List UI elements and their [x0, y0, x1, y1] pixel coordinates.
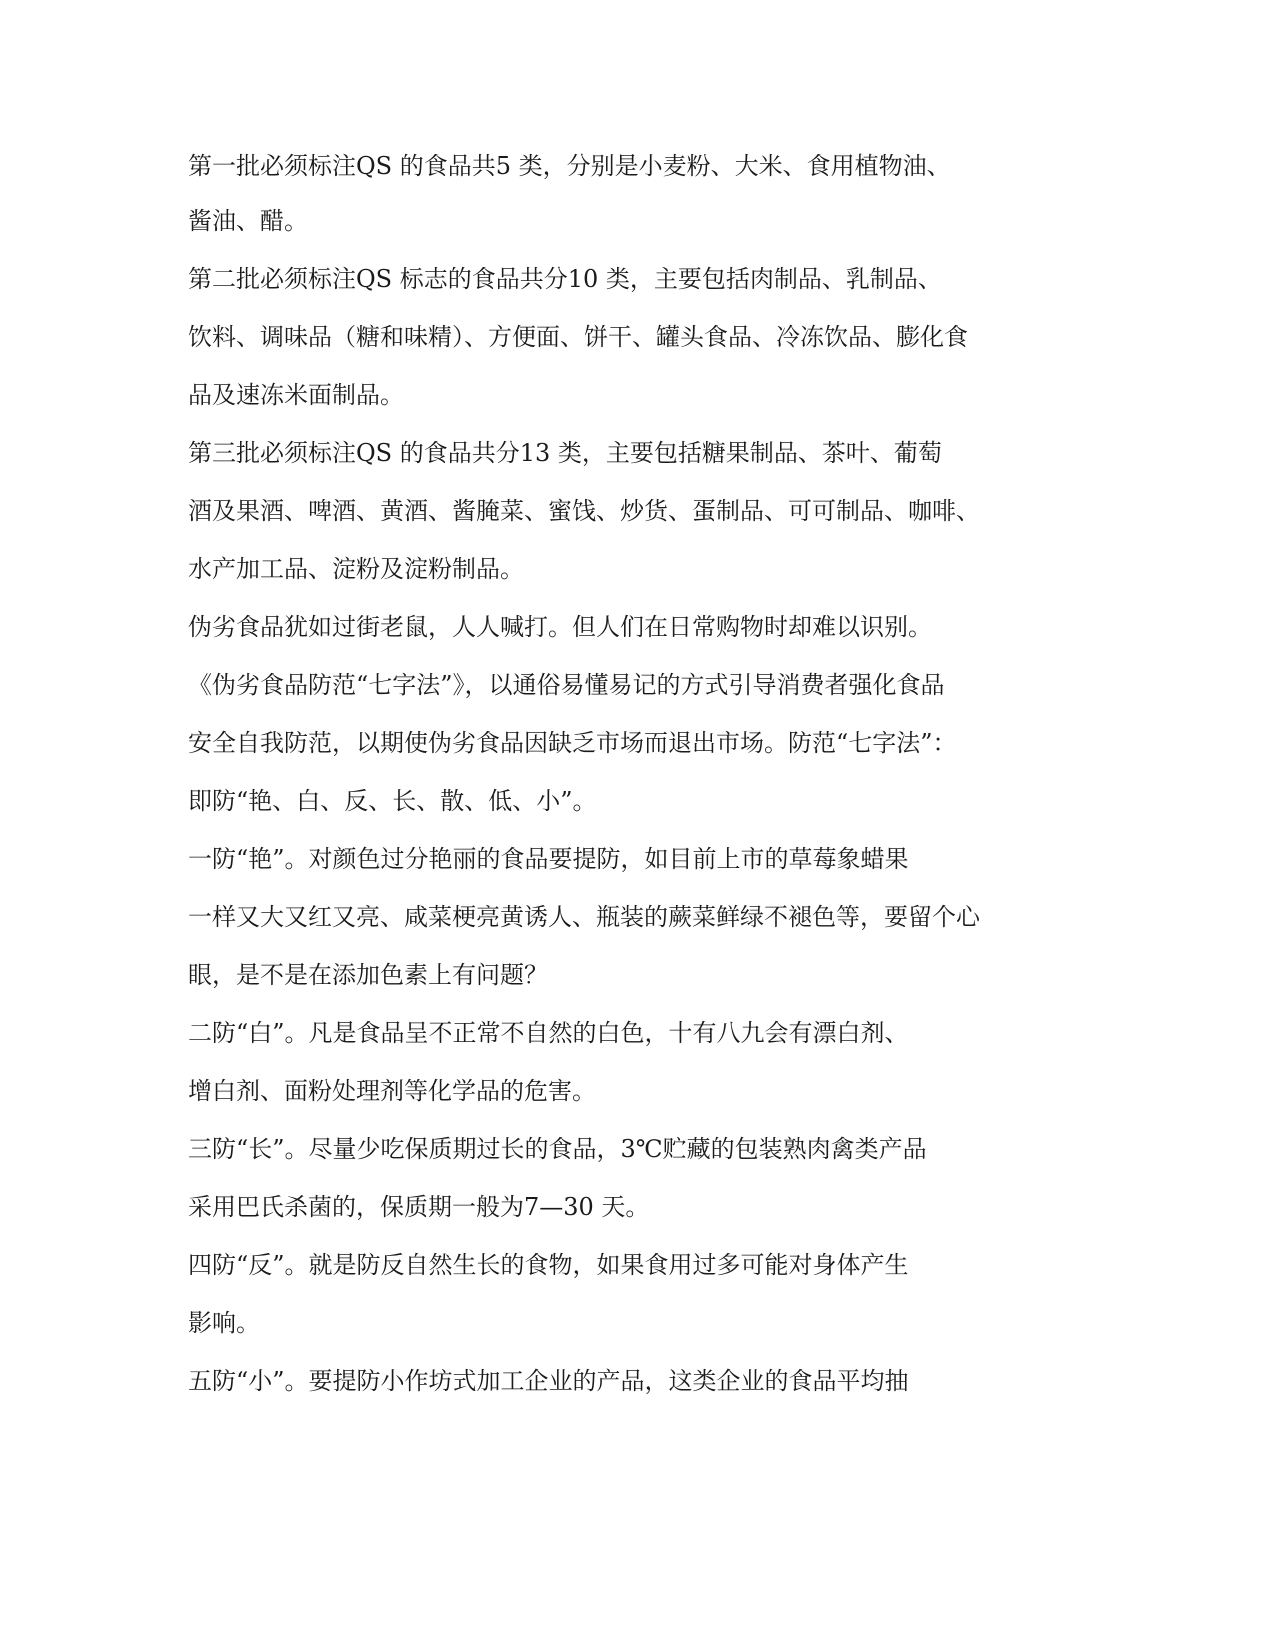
text-line: 一样又大又红又亮、咸菜梗亮黄诱人、瓶装的蕨菜鲜绿不褪色等，要留个心 [188, 903, 980, 931]
text-line: 品及速冻米面制品。 [188, 381, 404, 409]
text-line: 二防“白”。凡是食品呈不正常不自然的白色，十有八九会有漂白剂、 [188, 1019, 909, 1047]
text-line: 四防“反”。就是防反自然生长的食物，如果食用过多可能对身体产生 [188, 1251, 909, 1279]
text-line: 采用巴氏杀菌的，保质期一般为7—30 天。 [188, 1193, 650, 1221]
text-line: 三防“长”。尽量少吃保质期过长的食品，3℃贮藏的包装熟肉禽类产品 [188, 1135, 927, 1163]
text-line: 酱油、醋。 [188, 207, 308, 235]
text-line: 眼，是不是在添加色素上有问题？ [188, 961, 548, 989]
text-line: 酒及果酒、啤酒、黄酒、酱腌菜、蜜饯、炒货、蛋制品、可可制品、咖啡、 [188, 497, 980, 525]
text-line: 五防“小”。要提防小作坊式加工企业的产品，这类企业的食品平均抽 [188, 1367, 909, 1395]
text-line: 即防“艳、白、反、长、散、低、小”。 [188, 787, 597, 815]
text-line: 伪劣食品犹如过街老鼠，人人喊打。但人们在日常购物时却难以识别。 [188, 613, 932, 641]
text-line: 第二批必须标注QS 标志的食品共分10 类，主要包括肉制品、乳制品、 [188, 265, 942, 293]
text-line: 第三批必须标注QS 的食品共分13 类，主要包括糖果制品、茶叶、葡萄 [188, 439, 942, 467]
text-line: 增白剂、面粉处理剂等化学品的危害。 [188, 1077, 596, 1105]
text-line: 《伪劣食品防范“七字法”》，以通俗易懂易记的方式引导消费者强化食品 [188, 671, 945, 699]
text-line: 影响。 [188, 1309, 260, 1337]
text-line: 水产加工品、淀粉及淀粉制品。 [188, 555, 524, 583]
text-line: 安全自我防范，以期使伪劣食品因缺乏市场而退出市场。防范“七字法”： [188, 729, 957, 757]
text-line: 第一批必须标注QS 的食品共5 类，分别是小麦粉、大米、食用植物油、 [188, 152, 951, 180]
text-line: 饮料、调味品（糖和味精）、方便面、饼干、罐头食品、冷冻饮品、膨化食 [188, 323, 968, 351]
text-line: 一防“艳”。对颜色过分艳丽的食品要提防，如目前上市的草莓象蜡果 [188, 845, 909, 873]
